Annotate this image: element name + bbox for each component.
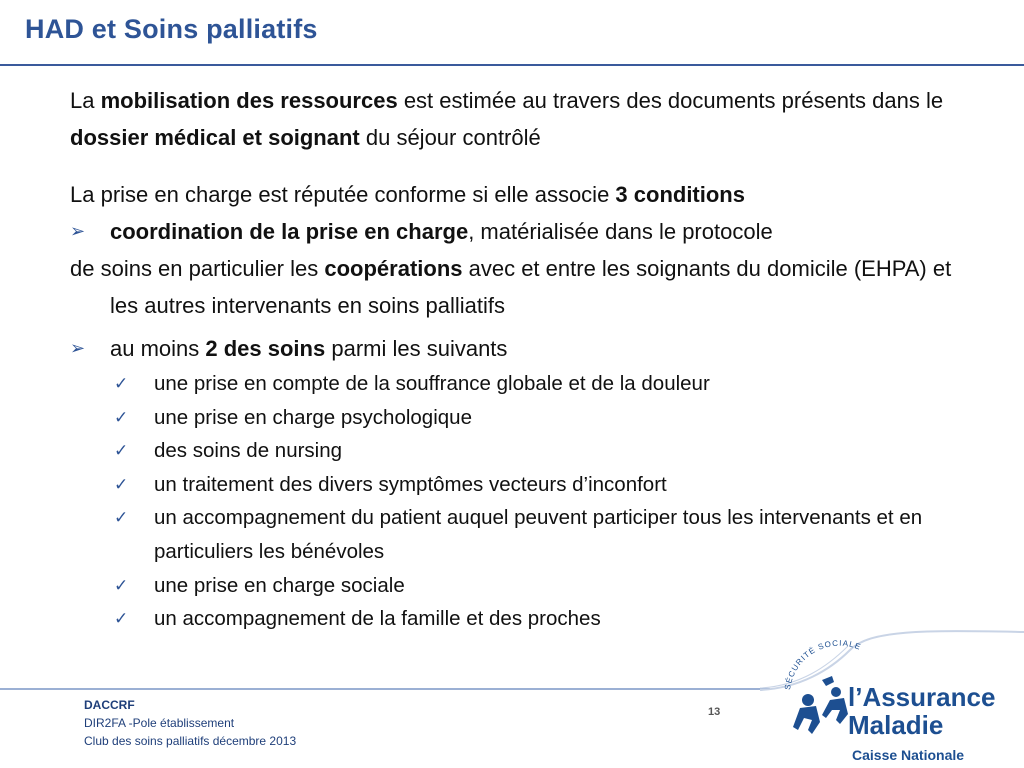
arrow-bullet-icon: ➢ (70, 338, 86, 358)
footer (84, 696, 296, 750)
bullet-1-text-3: avec et entre les soignants du domicile (EHPA) et les autres intervenants en soins palliatifs (110, 256, 952, 318)
footer-event: Club des soins palliatifs décembre 2013 (84, 734, 297, 748)
bullet-care (70, 330, 965, 367)
conditions-bold: 3 conditions (615, 182, 745, 207)
logo-arc-text: SÉCURITÉ SOCIALE (782, 638, 863, 691)
care-item-text: un accompagnement du patient auquel peuvent participer tous les intervenants et en particuliers les bénévoles (154, 506, 923, 563)
checkmark-icon: ✓ (114, 575, 129, 595)
intro-paragraph (70, 82, 965, 156)
bullet-coordination (70, 213, 965, 324)
assurance-maladie-logo (760, 630, 1024, 768)
care-list-item (70, 501, 965, 568)
bullet-1-text-1: , matérialisée dans le protocole (468, 219, 773, 244)
title-divider (0, 64, 1024, 66)
slide-body (70, 82, 965, 636)
logo-line3: Caisse Nationale (852, 747, 965, 763)
care-item-text: un traitement des divers symptômes vecteurs d’inconfort (154, 472, 667, 496)
bullet-1-bold-2: coopérations (324, 256, 463, 281)
intro-text-1: La (70, 88, 101, 113)
care-list-item (70, 367, 965, 401)
care-list (70, 367, 965, 636)
care-item-text: un accompagnement de la famille et des proches (154, 607, 601, 631)
care-item-text: une prise en charge psychologique (154, 405, 472, 429)
page-number: 13 (708, 706, 721, 718)
bullet-1-text-2: de soins en particulier les (70, 256, 325, 281)
care-item-text: une prise en compte de la souffrance globale et de la douleur (154, 372, 710, 395)
checkmark-icon: ✓ (114, 407, 129, 427)
care-item-text: des soins de nursing (154, 439, 343, 463)
bullet-2-bold: 2 des soins (205, 336, 326, 361)
care-item-text: une prise en charge sociale (154, 573, 405, 597)
footer-org: DACCRF (84, 698, 135, 712)
logo-line2: Maladie (848, 710, 944, 740)
footer-divider (0, 688, 770, 690)
arrow-bullet-icon: ➢ (70, 221, 86, 241)
bullet-2-text-1: au moins (110, 336, 206, 361)
care-list-item (70, 569, 965, 603)
care-list-item (70, 468, 965, 502)
intro-bold-1: mobilisation des ressources (100, 88, 398, 113)
care-list-item (70, 401, 965, 435)
intro-text-2: est estimée au travers des documents présents dans le (397, 88, 944, 113)
slide-title: HAD et Soins palliatifs (25, 14, 318, 44)
bullet-2-text-2: parmi les suivants (325, 336, 508, 361)
checkmark-icon: ✓ (114, 474, 129, 494)
logo-figures-icon (793, 676, 848, 734)
intro-bold-2: dossier médical et soignant (70, 125, 360, 150)
intro-text-3: du séjour contrôlé (359, 125, 541, 150)
checkmark-icon: ✓ (114, 609, 129, 629)
bullet-1-bold-1: coordination de la prise en charge (110, 219, 469, 244)
conditions-paragraph (70, 176, 965, 213)
checkmark-icon: ✓ (114, 441, 129, 461)
checkmark-icon: ✓ (114, 508, 129, 528)
care-list-item (70, 434, 965, 468)
logo-line1: l’Assurance (848, 682, 996, 712)
conditions-text: La prise en charge est réputée conforme si elle associe (70, 182, 616, 207)
footer-department: DIR2FA -Pole établissement (84, 716, 235, 730)
checkmark-icon: ✓ (114, 374, 129, 393)
